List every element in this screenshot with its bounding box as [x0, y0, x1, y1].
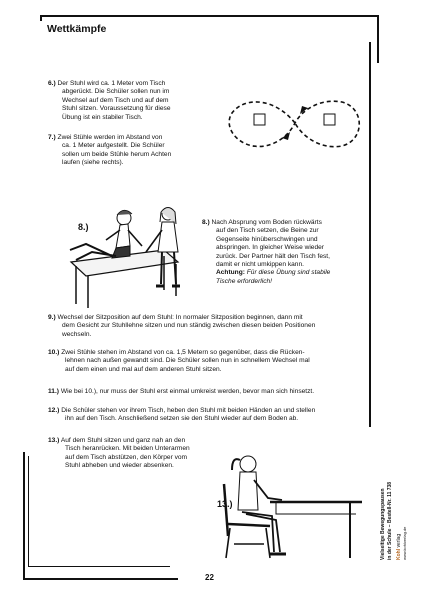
item-6-line-4: Stuhl sitzen. Voraussetzung für diese	[62, 105, 171, 113]
item-11	[48, 388, 368, 396]
sidebar-publisher-info	[378, 432, 414, 562]
girl13-body	[238, 472, 258, 510]
item-8-number: 8.)	[202, 219, 210, 226]
chair-back	[224, 484, 228, 536]
frame-bottom-left-vertical-2	[28, 456, 29, 566]
item-11-number: 11.)	[48, 388, 59, 395]
sidebar-url: www.kohlverlag.de	[402, 526, 407, 560]
frame-left-line	[40, 15, 42, 21]
item-12-line-2: ihn auf den Tisch. Anschließend setzen sie den Stuhl wieder auf dem Boden ab.	[65, 415, 299, 423]
item-8-line-1: Nach Absprung vom Boden rückwärts	[211, 219, 322, 226]
item-13-line-2: Tisch heranrücken. Mit beiden Unterarmen	[65, 445, 190, 453]
frame-bottom-line	[23, 578, 178, 580]
item-8-line-2: auf den Tisch setzen, die Beine zur	[216, 227, 319, 235]
item-10-line-1: Zwei Stühle stehen im Abstand von ca. 1,5 Metern so gegenüber, dass die Rücken-	[61, 349, 305, 356]
item-7-line-1: Zwei Stühle werden im Abstand von	[57, 134, 163, 141]
illustration-chair-support	[210, 440, 365, 560]
item-10	[48, 349, 368, 374]
item-7-line-3: sollen um beide Stühle herum Achten	[62, 150, 172, 158]
item-10-line-3: auf dem einen und mal auf dem anderen Stuhl sitzen.	[65, 365, 222, 373]
item-6-line-2: abgerückt. Die Schüler sollen nun im	[62, 88, 170, 96]
frame-bottom-left-vertical	[23, 452, 25, 580]
item-13-line-1: Auf dem Stuhl sitzen und ganz nah an den	[60, 437, 186, 444]
frame-bottom-line-2	[28, 566, 170, 567]
item-9-line-2: dem Gesicht zur Stuhllehne sitzen und nun ständig zwischen diesen beiden Positionen	[62, 322, 316, 330]
item-12	[48, 407, 368, 424]
publisher-logo-text: Kohl	[396, 548, 402, 560]
item-7	[48, 134, 218, 168]
girl13-arm	[254, 480, 282, 500]
illustration-8-label: 8.)	[78, 222, 89, 232]
page-title: Wettkämpfe	[47, 23, 107, 35]
item-6-line-1: Der Stuhl wird ca. 1 Meter vom Tisch	[57, 80, 166, 87]
item-7-line-2: ca. 1 Meter aufgestellt. Die Schüler	[62, 142, 165, 150]
item-13-line-4: Stuhl abheben und wieder absenken.	[65, 462, 174, 470]
item-8-note-label: Achtung:	[216, 269, 245, 277]
table-frame-13	[276, 502, 356, 514]
item-9	[48, 314, 368, 339]
item-12-number: 12.)	[48, 407, 60, 414]
item-8-line-5: zurück. Der Partner hält den Tisch fest,	[216, 252, 330, 260]
chair-square-left	[254, 114, 265, 125]
figure-eight-path	[229, 101, 359, 146]
item-8-line-3: Gegenseite hinüberschwingen und	[216, 235, 318, 243]
item-6-line-3: Wechsel auf dem Tisch und auf dem	[62, 96, 169, 104]
item-6-number: 6.)	[48, 80, 56, 87]
sidebar-line-1: Vielseitige Bewegungspausen	[380, 488, 386, 560]
item-8	[202, 219, 367, 286]
item-10-line-2: lehnen nach außen gewandt sind. Die Schüler sollen nun in schnellem Wechsel mal	[65, 357, 310, 365]
girl13-legs	[242, 512, 280, 552]
sidebar-line-2: in der Schule – Bestell-Nr. 11 738	[387, 481, 393, 560]
publisher-suffix: verlag	[396, 533, 402, 548]
item-10-number: 10.)	[48, 349, 60, 356]
item-13-line-3: auf dem Tisch abstützen, den Körper vom	[65, 453, 188, 461]
boy-body	[116, 224, 130, 248]
item-12-line-1: Die Schüler stehen vor ihrem Tisch, heben den Stuhl mit beiden Händen an und stellen	[61, 407, 316, 414]
item-8-line-4: abspringen. In gleicher Weise wieder	[216, 244, 325, 252]
item-9-line-3: wechseln.	[62, 330, 92, 338]
chair-seat	[228, 524, 270, 526]
illustration-13-label: 13.)	[217, 499, 233, 509]
frame-top-line	[40, 15, 379, 17]
girl13-ponytail	[232, 459, 240, 470]
figure-eight-diagram	[220, 88, 370, 158]
item-13	[48, 437, 208, 471]
girl-body	[158, 222, 178, 252]
arrow-right	[282, 132, 290, 140]
item-8-line-6: damit er nicht umkippen kann.	[216, 261, 304, 269]
chair-square-right	[324, 114, 335, 125]
item-9-number: 9.)	[48, 314, 56, 321]
item-8-note-line-1: Für diese Übung sind stabile	[246, 269, 331, 277]
sidebar-publisher	[396, 534, 402, 560]
item-11-line-1: Wie bei 10.), nur muss der Stuhl erst einmal umkreist werden, bevor man sich hinsetzt.	[60, 388, 315, 395]
frame-top-right-vertical	[377, 15, 379, 63]
item-6-line-5: Übung ist ein stabiler Tisch.	[62, 113, 143, 121]
illustration-table-jump	[46, 200, 196, 310]
page-number: 22	[205, 573, 214, 582]
item-13-number: 13.)	[48, 437, 60, 444]
item-9-line-1: Wechsel der Sitzposition auf dem Stuhl: In normaler Sitzposition beginnen, dann mit	[57, 314, 303, 321]
item-6	[48, 80, 218, 122]
girl13-head	[240, 456, 256, 472]
item-7-line-4: laufen (siehe rechts).	[62, 159, 124, 167]
item-7-number: 7.)	[48, 134, 56, 141]
item-8-note-line-2: Tische erforderlich!	[216, 277, 273, 285]
chair-legs	[226, 528, 270, 558]
